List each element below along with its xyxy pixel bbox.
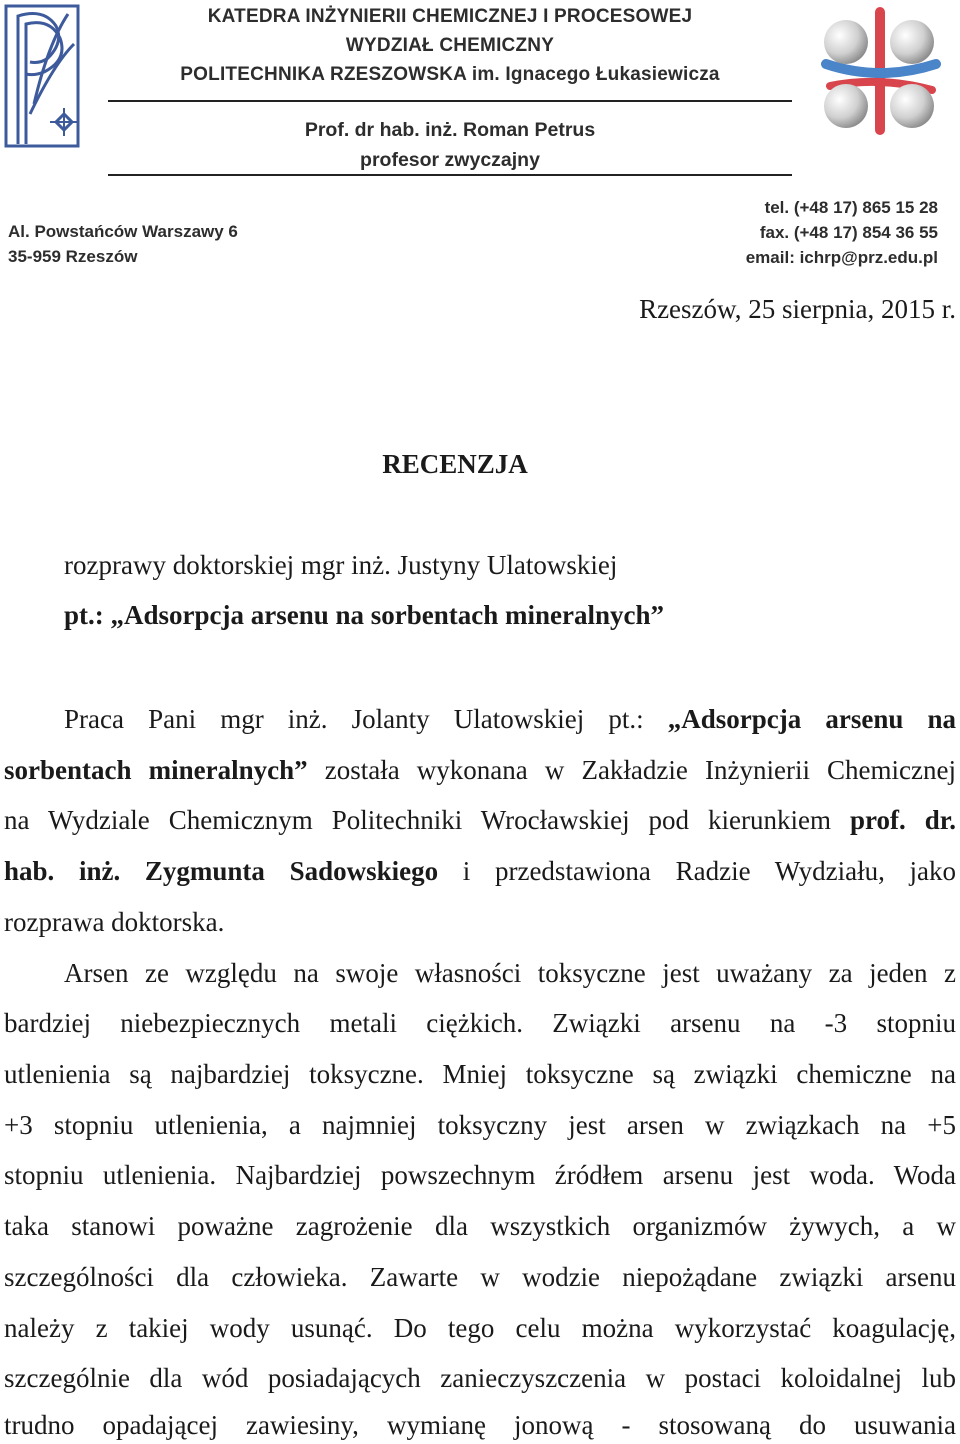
body-text-bold: sorbentach mineralnych” bbox=[4, 755, 308, 785]
body-text: Praca Pani mgr inż. Jolanty Ulatowskiej pt.: bbox=[64, 704, 668, 734]
contact-email: email: ichrp@prz.edu.pl bbox=[745, 248, 938, 267]
body-text-bold: prof. dr. bbox=[849, 805, 956, 835]
address-street: Al. Powstańców Warszawy 6 bbox=[8, 222, 238, 241]
contact-fax: fax. (+48 17) 854 36 55 bbox=[759, 223, 938, 242]
body-line-3 bbox=[4, 802, 956, 838]
body-line-11: taka stanowi poważne zagrożenie dla wszystkich organizmów żywych, a w bbox=[4, 1211, 956, 1241]
department-name: KATEDRA INŻYNIERII CHEMICZNEJ I PROCESOWEJ bbox=[207, 6, 693, 27]
review-subject: rozprawy doktorskiej mgr inż. Justyny Ulatowskiej bbox=[64, 550, 618, 580]
body-line-15: trudno opadającej zawiesiny, wymianę jonową - stosowaną do usuwania bbox=[4, 1410, 956, 1440]
body-line-14: szczególnie dla wód posiadających zanieczyszczenia w postaci koloidalnej lub bbox=[4, 1363, 956, 1393]
body-line-1 bbox=[64, 701, 956, 737]
body-line-6: Arsen ze względu na swoje własności toksyczne jest uważany za jeden z bbox=[64, 958, 956, 988]
chemical-engineering-logo bbox=[810, 6, 950, 136]
professor-name: Prof. dr hab. inż. Roman Petrus bbox=[304, 119, 596, 141]
header-divider-bottom bbox=[108, 174, 792, 176]
body-text: i przedstawiona Radzie Wydziału, jako bbox=[438, 856, 956, 886]
body-line-5: rozprawa doktorska. bbox=[4, 907, 225, 937]
university-name: POLITECHNIKA RZESZOWSKA im. Ignacego Łukasiewicza bbox=[180, 64, 720, 85]
professor-title: profesor zwyczajny bbox=[360, 149, 540, 171]
body-text-bold: „Adsorpcja arsenu na bbox=[667, 704, 956, 734]
body-text: została wykonana w Zakładzie Inżynierii Chemicznej bbox=[307, 755, 957, 785]
body-line-4 bbox=[4, 853, 956, 889]
body-text-bold: hab. inż. Zygmunta Sadowskiego bbox=[4, 856, 439, 886]
university-logo bbox=[4, 4, 80, 148]
body-line-7: bardziej niebezpiecznych metali ciężkich. Związki arsenu na -3 stopniu bbox=[4, 1008, 956, 1038]
body-line-2 bbox=[4, 752, 956, 788]
body-text: na Wydziale Chemicznym Politechniki Wrocławskiej pod kierunkiem bbox=[4, 805, 850, 835]
address-city: 35-959 Rzeszów bbox=[8, 247, 138, 266]
header-divider-top bbox=[108, 100, 792, 102]
contact-phone: tel. (+48 17) 865 15 28 bbox=[764, 198, 938, 217]
document-date: Rzeszów, 25 sierpnia, 2015 r. bbox=[639, 294, 956, 324]
body-line-10: stopniu utlenienia. Najbardziej powszechnym źródłem arsenu jest woda. Woda bbox=[4, 1160, 956, 1190]
body-line-13: należy z takiej wody usunąć. Do tego celu można wykorzystać koagulację, bbox=[4, 1313, 956, 1343]
body-line-12: szczególności dla człowieka. Zawarte w wodzie niepożądane związki arsenu bbox=[4, 1262, 956, 1292]
document-title: RECENZJA bbox=[382, 449, 528, 479]
body-line-9: +3 stopniu utlenienia, a najmniej toksyczny jest arsen w związkach na +5 bbox=[4, 1110, 956, 1140]
faculty-name: WYDZIAŁ CHEMICZNY bbox=[345, 35, 555, 56]
thesis-title: pt.: „Adsorpcja arsenu na sorbentach mineralnych” bbox=[64, 600, 665, 630]
body-line-8: utlenienia są najbardziej toksyczne. Mniej toksyczne są związki chemiczne na bbox=[4, 1059, 956, 1089]
